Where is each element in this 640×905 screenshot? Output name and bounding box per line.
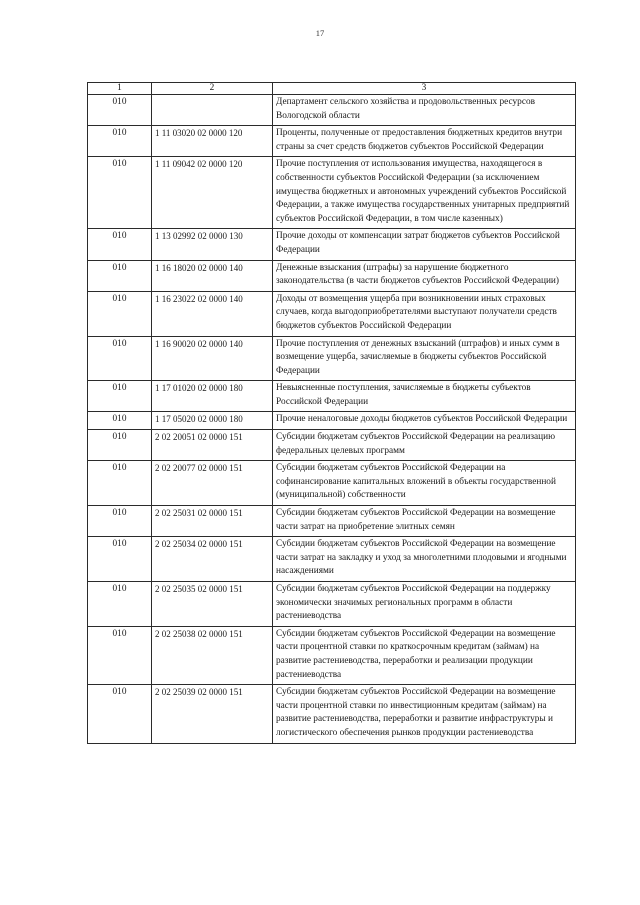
table-row [88, 430, 576, 461]
description-cell: Невыясненные поступления, зачисляемые в бюджеты субъектов Российской Федерации [273, 381, 576, 412]
description-cell: Субсидии бюджетам субъектов Российской Федерации на поддержку экономически значимых региональных программ в области растениеводства [273, 582, 576, 627]
description-cell: Прочие поступления от использования имущества, находящегося в собственности субъектов Российской Федерации (за исключением имущества бюджетных и автономных учреждений субъектов Российской Федерации, а также имущества государственных унитарных предприятий субъектов Российской Федерации, в том числе казенных) [273, 157, 576, 229]
admin-code-cell: 010 [88, 506, 152, 537]
budget-code-cell: 2 02 20077 02 0000 151 [152, 461, 273, 506]
page-number: 17 [315, 28, 325, 38]
admin-code-cell: 010 [88, 260, 152, 291]
admin-code-cell: 010 [88, 430, 152, 461]
admin-code-cell: 010 [88, 537, 152, 582]
description-cell: Прочие неналоговые доходы бюджетов субъектов Российской Федерации [273, 412, 576, 430]
description-cell: Проценты, полученные от предоставления бюджетных кредитов внутри страны за счет средств бюджетов субъектов Российской Федерации [273, 126, 576, 157]
description-cell: Прочие доходы от компенсации затрат бюджетов субъектов Российской Федерации [273, 229, 576, 260]
table-row [88, 461, 576, 506]
budget-code-cell: 2 02 25034 02 0000 151 [152, 537, 273, 582]
table-row [88, 229, 576, 260]
description-cell: Субсидии бюджетам субъектов Российской Федерации на реализацию федеральных целевых программ [273, 430, 576, 461]
revenue-codes-table [87, 82, 576, 744]
table-row [88, 582, 576, 627]
admin-code-cell: 010 [88, 412, 152, 430]
budget-code-cell: 1 16 90020 02 0000 140 [152, 336, 273, 381]
budget-code-cell: 1 13 02992 02 0000 130 [152, 229, 273, 260]
description-cell: Субсидии бюджетам субъектов Российской Федерации на софинансирование капитальных вложений в объекты государственной (муниципальной) собственности [273, 461, 576, 506]
table-body [88, 95, 576, 744]
admin-code-cell: 010 [88, 336, 152, 381]
description-cell: Субсидии бюджетам субъектов Российской Федерации на возмещение части процентной ставки по инвестиционным кредитам (займам) на развитие растениеводства, переработки и развитие инфраструктуры и логистического обеспечения рынков продукции растениеводства [273, 685, 576, 743]
budget-code-cell: 1 16 18020 02 0000 140 [152, 260, 273, 291]
table-row [88, 381, 576, 412]
admin-code-cell: 010 [88, 582, 152, 627]
table-row [88, 506, 576, 537]
description-cell: Денежные взыскания (штрафы) за нарушение бюджетного законодательства (в части бюджетов субъектов Российской Федерации) [273, 260, 576, 291]
description-cell: Субсидии бюджетам субъектов Российской Федерации на возмещение части процентной ставки по краткосрочным кредитам (займам) на развитие растениеводства, переработки и реализации продукции растениеводства [273, 626, 576, 684]
description-cell: Доходы от возмещения ущерба при возникновении иных страховых случаев, когда выгодоприобретателями выступают получатели средств бюджетов субъектов Российской Федерации [273, 291, 576, 336]
budget-code-cell: 2 02 25039 02 0000 151 [152, 685, 273, 743]
description-cell: Субсидии бюджетам субъектов Российской Федерации на возмещение части затрат на закладку и уход за многолетними плодовыми и ягодными насаждениями [273, 537, 576, 582]
budget-code-cell: 2 02 25031 02 0000 151 [152, 506, 273, 537]
budget-code-cell [152, 95, 273, 126]
table-row [88, 685, 576, 743]
admin-code-cell: 010 [88, 126, 152, 157]
budget-code-cell: 2 02 20051 02 0000 151 [152, 430, 273, 461]
header-col-1: 1 [88, 83, 152, 95]
description-cell: Департамент сельского хозяйства и продовольственных ресурсов Вологодской области [273, 95, 576, 126]
header-col-2: 2 [152, 83, 273, 95]
budget-code-cell: 1 17 05020 02 0000 180 [152, 412, 273, 430]
table-row [88, 157, 576, 229]
admin-code-cell: 010 [88, 461, 152, 506]
table-row [88, 95, 576, 126]
table-row [88, 537, 576, 582]
admin-code-cell: 010 [88, 95, 152, 126]
table-row [88, 626, 576, 684]
table-row [88, 336, 576, 381]
description-cell: Прочие поступления от денежных взысканий (штрафов) и иных сумм в возмещение ущерба, зачисляемые в бюджеты субъектов Российской Федерации [273, 336, 576, 381]
budget-code-cell: 1 16 23022 02 0000 140 [152, 291, 273, 336]
admin-code-cell: 010 [88, 685, 152, 743]
admin-code-cell: 010 [88, 291, 152, 336]
header-col-3: 3 [273, 83, 576, 95]
budget-code-cell: 1 11 03020 02 0000 120 [152, 126, 273, 157]
budget-code-cell: 1 11 09042 02 0000 120 [152, 157, 273, 229]
table-row [88, 291, 576, 336]
table-header-row [88, 83, 576, 95]
table-row [88, 260, 576, 291]
table-row [88, 126, 576, 157]
admin-code-cell: 010 [88, 157, 152, 229]
budget-code-cell: 1 17 01020 02 0000 180 [152, 381, 273, 412]
budget-code-cell: 2 02 25035 02 0000 151 [152, 582, 273, 627]
description-cell: Субсидии бюджетам субъектов Российской Федерации на возмещение части затрат на приобретение элитных семян [273, 506, 576, 537]
admin-code-cell: 010 [88, 381, 152, 412]
budget-code-cell: 2 02 25038 02 0000 151 [152, 626, 273, 684]
admin-code-cell: 010 [88, 229, 152, 260]
table-row [88, 412, 576, 430]
admin-code-cell: 010 [88, 626, 152, 684]
